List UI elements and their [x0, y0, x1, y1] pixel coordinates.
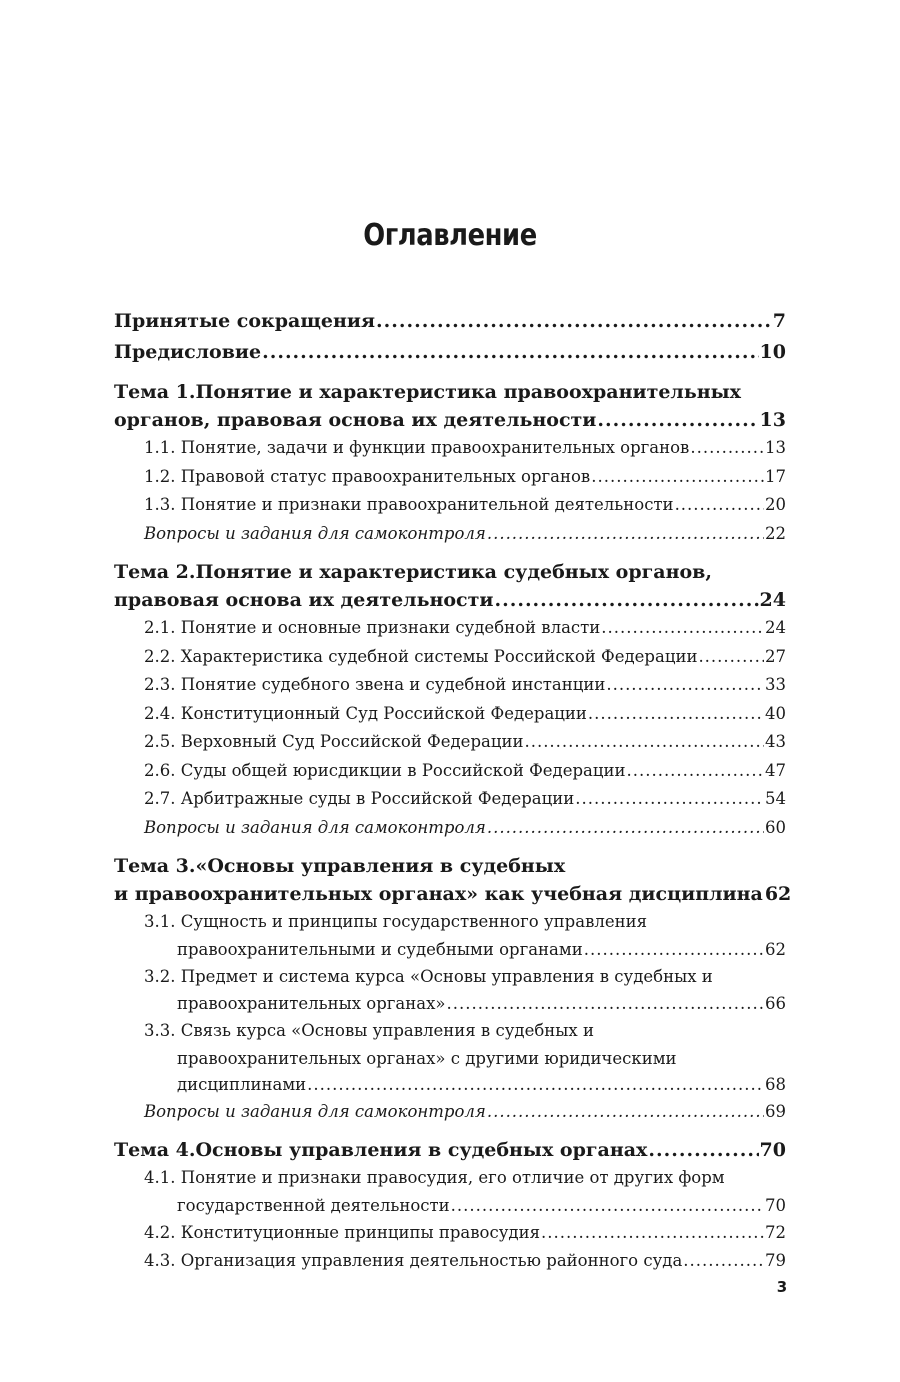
toc-questions-2[interactable]: [114, 814, 786, 843]
toc-page-number: 72: [765, 1222, 786, 1242]
dot-leader: [584, 937, 764, 963]
toc-entry-title: Предисловие: [114, 341, 262, 363]
section-title-continued: правоохранительных органах» с другими юридическими: [177, 1048, 677, 1068]
section-title: 3.2. Предмет и система курса «Основы управления в судебных и: [144, 966, 713, 986]
section-title: 4.3. Организация управления деятельностью районного суда: [144, 1251, 683, 1270]
dot-leader: [606, 671, 764, 700]
questions-title: Вопросы и задания для самоконтроля: [144, 523, 486, 543]
dot-leader: [307, 1072, 764, 1098]
section-title: 2.1. Понятие и основные признаки судебной власти: [144, 618, 601, 637]
toc-page-number: 17: [765, 466, 786, 486]
chapter-heading-line: правовая основа их деятельности: [114, 589, 494, 611]
toc-page-number: 24: [765, 618, 786, 637]
toc-section-4-2[interactable]: [114, 1219, 786, 1248]
toc-section-2-6[interactable]: [114, 757, 786, 786]
section-title: 1.3. Понятие и признаки правоохранительной деятельности: [144, 495, 674, 514]
toc-page-number: 54: [765, 789, 786, 808]
chapter-heading-line: и правоохранительных органах» как учебная дисциплина: [114, 883, 763, 905]
toc-section-2-4[interactable]: [114, 700, 786, 729]
toc-page-number: 68: [765, 1074, 786, 1094]
section-title: 2.2. Характеристика судебной системы Российской Федерации: [144, 646, 698, 666]
toc-page-number: 62: [764, 883, 792, 905]
toc-section-4-1[interactable]: [114, 1164, 786, 1219]
dot-leader: [447, 991, 764, 1017]
toc-section-2-2[interactable]: [114, 643, 786, 672]
chapter-heading-line: Тема 3.«Основы управления в судебных: [114, 855, 566, 877]
dot-leader: [597, 406, 758, 434]
dot-leader: [648, 1136, 758, 1164]
section-title: 2.5. Верховный Суд Российской Федерации: [144, 732, 524, 751]
page-number: 3: [776, 1278, 788, 1296]
toc-page-number: 47: [765, 760, 786, 780]
chapter-heading-line: органов, правовая основа их деятельности: [114, 409, 597, 431]
section-title: 2.4. Конституционный Суд Российской Федерации: [144, 703, 587, 723]
chapter-heading-line: Тема 4.Основы управления в судебных органах: [114, 1139, 648, 1161]
toc-section-2-1[interactable]: [114, 614, 786, 643]
toc-page-number: 13: [759, 409, 786, 431]
dot-leader: [683, 1247, 764, 1276]
dot-leader: [588, 700, 764, 729]
toc-entry-preface[interactable]: [114, 337, 786, 368]
dot-leader: [690, 434, 764, 463]
chapter-heading-line: Тема 1.Понятие и характеристика правоохранительных: [114, 381, 742, 403]
toc-chapter-3[interactable]: [114, 852, 792, 908]
dot-leader: [626, 757, 764, 786]
dot-leader: [575, 785, 764, 814]
toc-page-number: 43: [765, 732, 786, 751]
section-title-continued: дисциплинами: [177, 1074, 307, 1094]
toc-page-number: 60: [765, 817, 786, 837]
toc-section-4-3[interactable]: [114, 1247, 786, 1276]
questions-title: Вопросы и задания для самоконтроля: [144, 1101, 486, 1121]
dot-leader: [487, 814, 764, 843]
toc-page-number: 66: [765, 994, 786, 1013]
toc-section-3-1[interactable]: [114, 908, 786, 963]
dot-leader: [698, 643, 764, 672]
dot-leader: [591, 463, 764, 492]
dot-leader: [487, 1098, 764, 1127]
toc-section-3-3[interactable]: [114, 1017, 786, 1098]
questions-title: Вопросы и задания для самоконтроля: [144, 817, 486, 837]
section-title: 3.3. Связь курса «Основы управления в судебных и: [144, 1021, 594, 1040]
toc-page-number: 70: [759, 1139, 786, 1161]
chapter-heading-line: Тема 2.Понятие и характеристика судебных органов,: [114, 561, 712, 583]
section-title-continued: правоохранительными и судебными органами: [177, 939, 583, 959]
section-title: 2.6. Суды общей юрисдикции в Российской Федерации: [144, 760, 626, 780]
section-title: 1.2. Правовой статус правоохранительных органов: [144, 466, 591, 486]
toc-page-number: 79: [765, 1251, 786, 1270]
toc-page-number: 22: [765, 523, 786, 543]
dot-leader: [601, 614, 764, 643]
table-of-contents: [114, 306, 792, 1276]
page-title: Оглавление: [363, 218, 537, 253]
toc-chapter-2[interactable]: [114, 558, 786, 614]
toc-section-3-2[interactable]: [114, 963, 786, 1018]
dot-leader: [524, 728, 764, 757]
toc-section-1-3[interactable]: [114, 491, 786, 520]
toc-section-1-1[interactable]: [114, 434, 786, 463]
section-title: 2.7. Арбитражные суды в Российской Федерации: [144, 789, 575, 808]
dot-leader: [262, 337, 758, 368]
toc-page-number: 24: [759, 589, 786, 611]
dot-leader: [376, 306, 772, 337]
toc-section-2-3[interactable]: [114, 671, 786, 700]
section-title: 4.2. Конституционные принципы правосудия: [144, 1222, 540, 1242]
toc-chapter-4[interactable]: [114, 1136, 786, 1164]
toc-page-number: 62: [765, 939, 786, 959]
dot-leader: [487, 520, 764, 549]
section-title: 2.3. Понятие судебного звена и судебной инстанции: [144, 675, 606, 694]
toc-section-1-2[interactable]: [114, 463, 786, 492]
toc-entry-abbreviations[interactable]: [114, 306, 786, 337]
section-title: 3.1. Сущность и принципы государственного управления: [144, 912, 648, 931]
toc-entry-title: Принятые сокращения: [114, 310, 376, 332]
toc-page-number: 7: [772, 310, 786, 332]
toc-page-number: 33: [765, 675, 786, 694]
toc-page-number: 13: [765, 438, 786, 457]
toc-page-number: 27: [765, 646, 786, 666]
dot-leader: [541, 1219, 764, 1248]
section-title-continued: правоохранительных органах»: [177, 994, 446, 1013]
toc-questions-3[interactable]: [114, 1098, 786, 1127]
toc-page-number: 69: [765, 1101, 786, 1121]
section-title: 1.1. Понятие, задачи и функции правоохранительных органов: [144, 438, 690, 457]
toc-section-2-5[interactable]: [114, 728, 786, 757]
toc-chapter-1[interactable]: [114, 378, 786, 434]
section-title-continued: государственной деятельности: [177, 1195, 450, 1215]
toc-questions-1[interactable]: [114, 520, 786, 549]
toc-page-number: 20: [765, 495, 786, 514]
dot-leader: [494, 586, 758, 614]
toc-page-number: 10: [759, 341, 786, 363]
dot-leader: [451, 1193, 764, 1219]
toc-page-number: 70: [765, 1195, 786, 1215]
section-title: 4.1. Понятие и признаки правосудия, его отличие от других форм: [144, 1168, 725, 1187]
dot-leader: [675, 491, 764, 520]
toc-page-number: 40: [765, 703, 786, 723]
toc-section-2-7[interactable]: [114, 785, 786, 814]
